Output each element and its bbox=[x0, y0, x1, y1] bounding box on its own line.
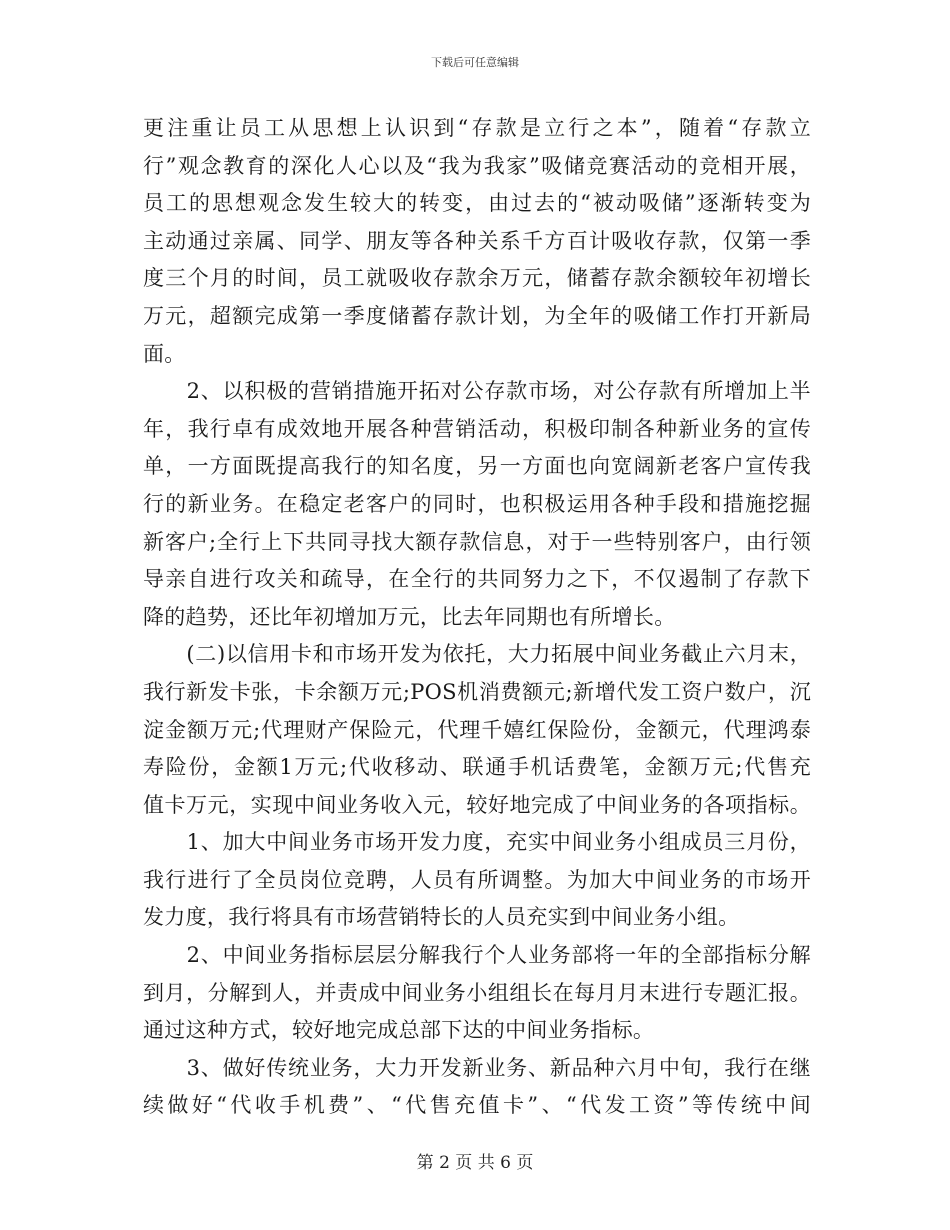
page-header: 下载后可任意编辑 bbox=[431, 56, 519, 69]
text-line: 我行进行了全员岗位竞聘，人员有所调整。为加大中间业务的市场开 bbox=[143, 867, 811, 892]
text-line: 到月，分解到人，并责成中间业务小组组长在每月月末进行专题汇报。 bbox=[143, 980, 811, 1005]
text-line: 单，一方面既提高我行的知名度，另一方面也向宽阔新老客户宣传我 bbox=[143, 454, 811, 479]
text-line: 主动通过亲属、同学、朋友等各种关系千方百计吸收存款，仅第一季 bbox=[143, 228, 811, 253]
text-line: 1、加大中间业务市场开发力度，充实中间业务小组成员三月份， bbox=[143, 830, 811, 855]
text-line: 新客户;全行上下共同寻找大额存款信息，对于一些特别客户，由行领 bbox=[143, 529, 811, 554]
text-line: (二)以信用卡和市场开发为依托，大力拓展中间业务截止六月末， bbox=[143, 642, 811, 667]
text-line: 面。 bbox=[143, 341, 186, 366]
text-line: 更注重让员工从思想上认识到“存款是立行之本”，随着“存款立 bbox=[143, 116, 811, 140]
text-line: 万元，超额完成第一季度储蓄存款计划，为全年的吸储工作打开新局 bbox=[143, 303, 811, 328]
text-line: 寿险份，金额1万元;代收移动、联通手机话费笔，金额万元;代售充 bbox=[143, 755, 811, 780]
text-line: 我行新发卡张，卡余额万元;POS机消费额元;新增代发工资户数户，沉 bbox=[143, 679, 811, 704]
text-line: 2、中间业务指标层层分解我行个人业务部将一年的全部指标分解 bbox=[143, 943, 811, 968]
text-line: 年，我行卓有成效地开展各种营销活动，积极印制各种新业务的宣传 bbox=[143, 416, 811, 441]
text-line: 发力度，我行将具有市场营销特长的人员充实到中间业务小组。 bbox=[143, 905, 740, 930]
text-line: 值卡万元，实现中间业务收入元，较好地完成了中间业务的各项指标。 bbox=[143, 792, 811, 817]
text-line: 行的新业务。在稳定老客户的同时，也积极运用各种手段和措施挖掘 bbox=[143, 491, 811, 516]
text-line: 降的趋势，还比年初增加万元，比去年同期也有所增长。 bbox=[143, 604, 676, 629]
page-number: 第 2 页 共 6 页 bbox=[416, 1153, 534, 1173]
text-line: 3、做好传统业务，大力开发新业务、新品种六月中旬，我行在继 bbox=[143, 1055, 811, 1080]
text-line: 员工的思想观念发生较大的转变，由过去的“被动吸储”逐渐转变为 bbox=[143, 191, 811, 216]
text-line: 行”观念教育的深化人心以及“我为我家”吸储竞赛活动的竞相开展， bbox=[143, 153, 811, 178]
body-text bbox=[143, 110, 811, 1125]
text-line: 2、以积极的营销措施开拓对公存款市场，对公存款有所增加上半 bbox=[143, 379, 811, 404]
text-line: 续做好“代收手机费”、“代售充值卡”、“代发工资”等传统中间 bbox=[143, 1093, 811, 1118]
text-line: 淀金额万元;代理财产保险元，代理千嬉红保险份，金额元，代理鸿泰 bbox=[143, 717, 811, 742]
text-line: 度三个月的时间，员工就吸收存款余万元，储蓄存款余额较年初增长 bbox=[143, 266, 811, 291]
text-line: 导亲自进行攻关和疏导，在全行的共同努力之下，不仅遏制了存款下 bbox=[143, 567, 811, 592]
text-line: 通过这种方式，较好地完成总部下达的中间业务指标。 bbox=[143, 1018, 655, 1043]
